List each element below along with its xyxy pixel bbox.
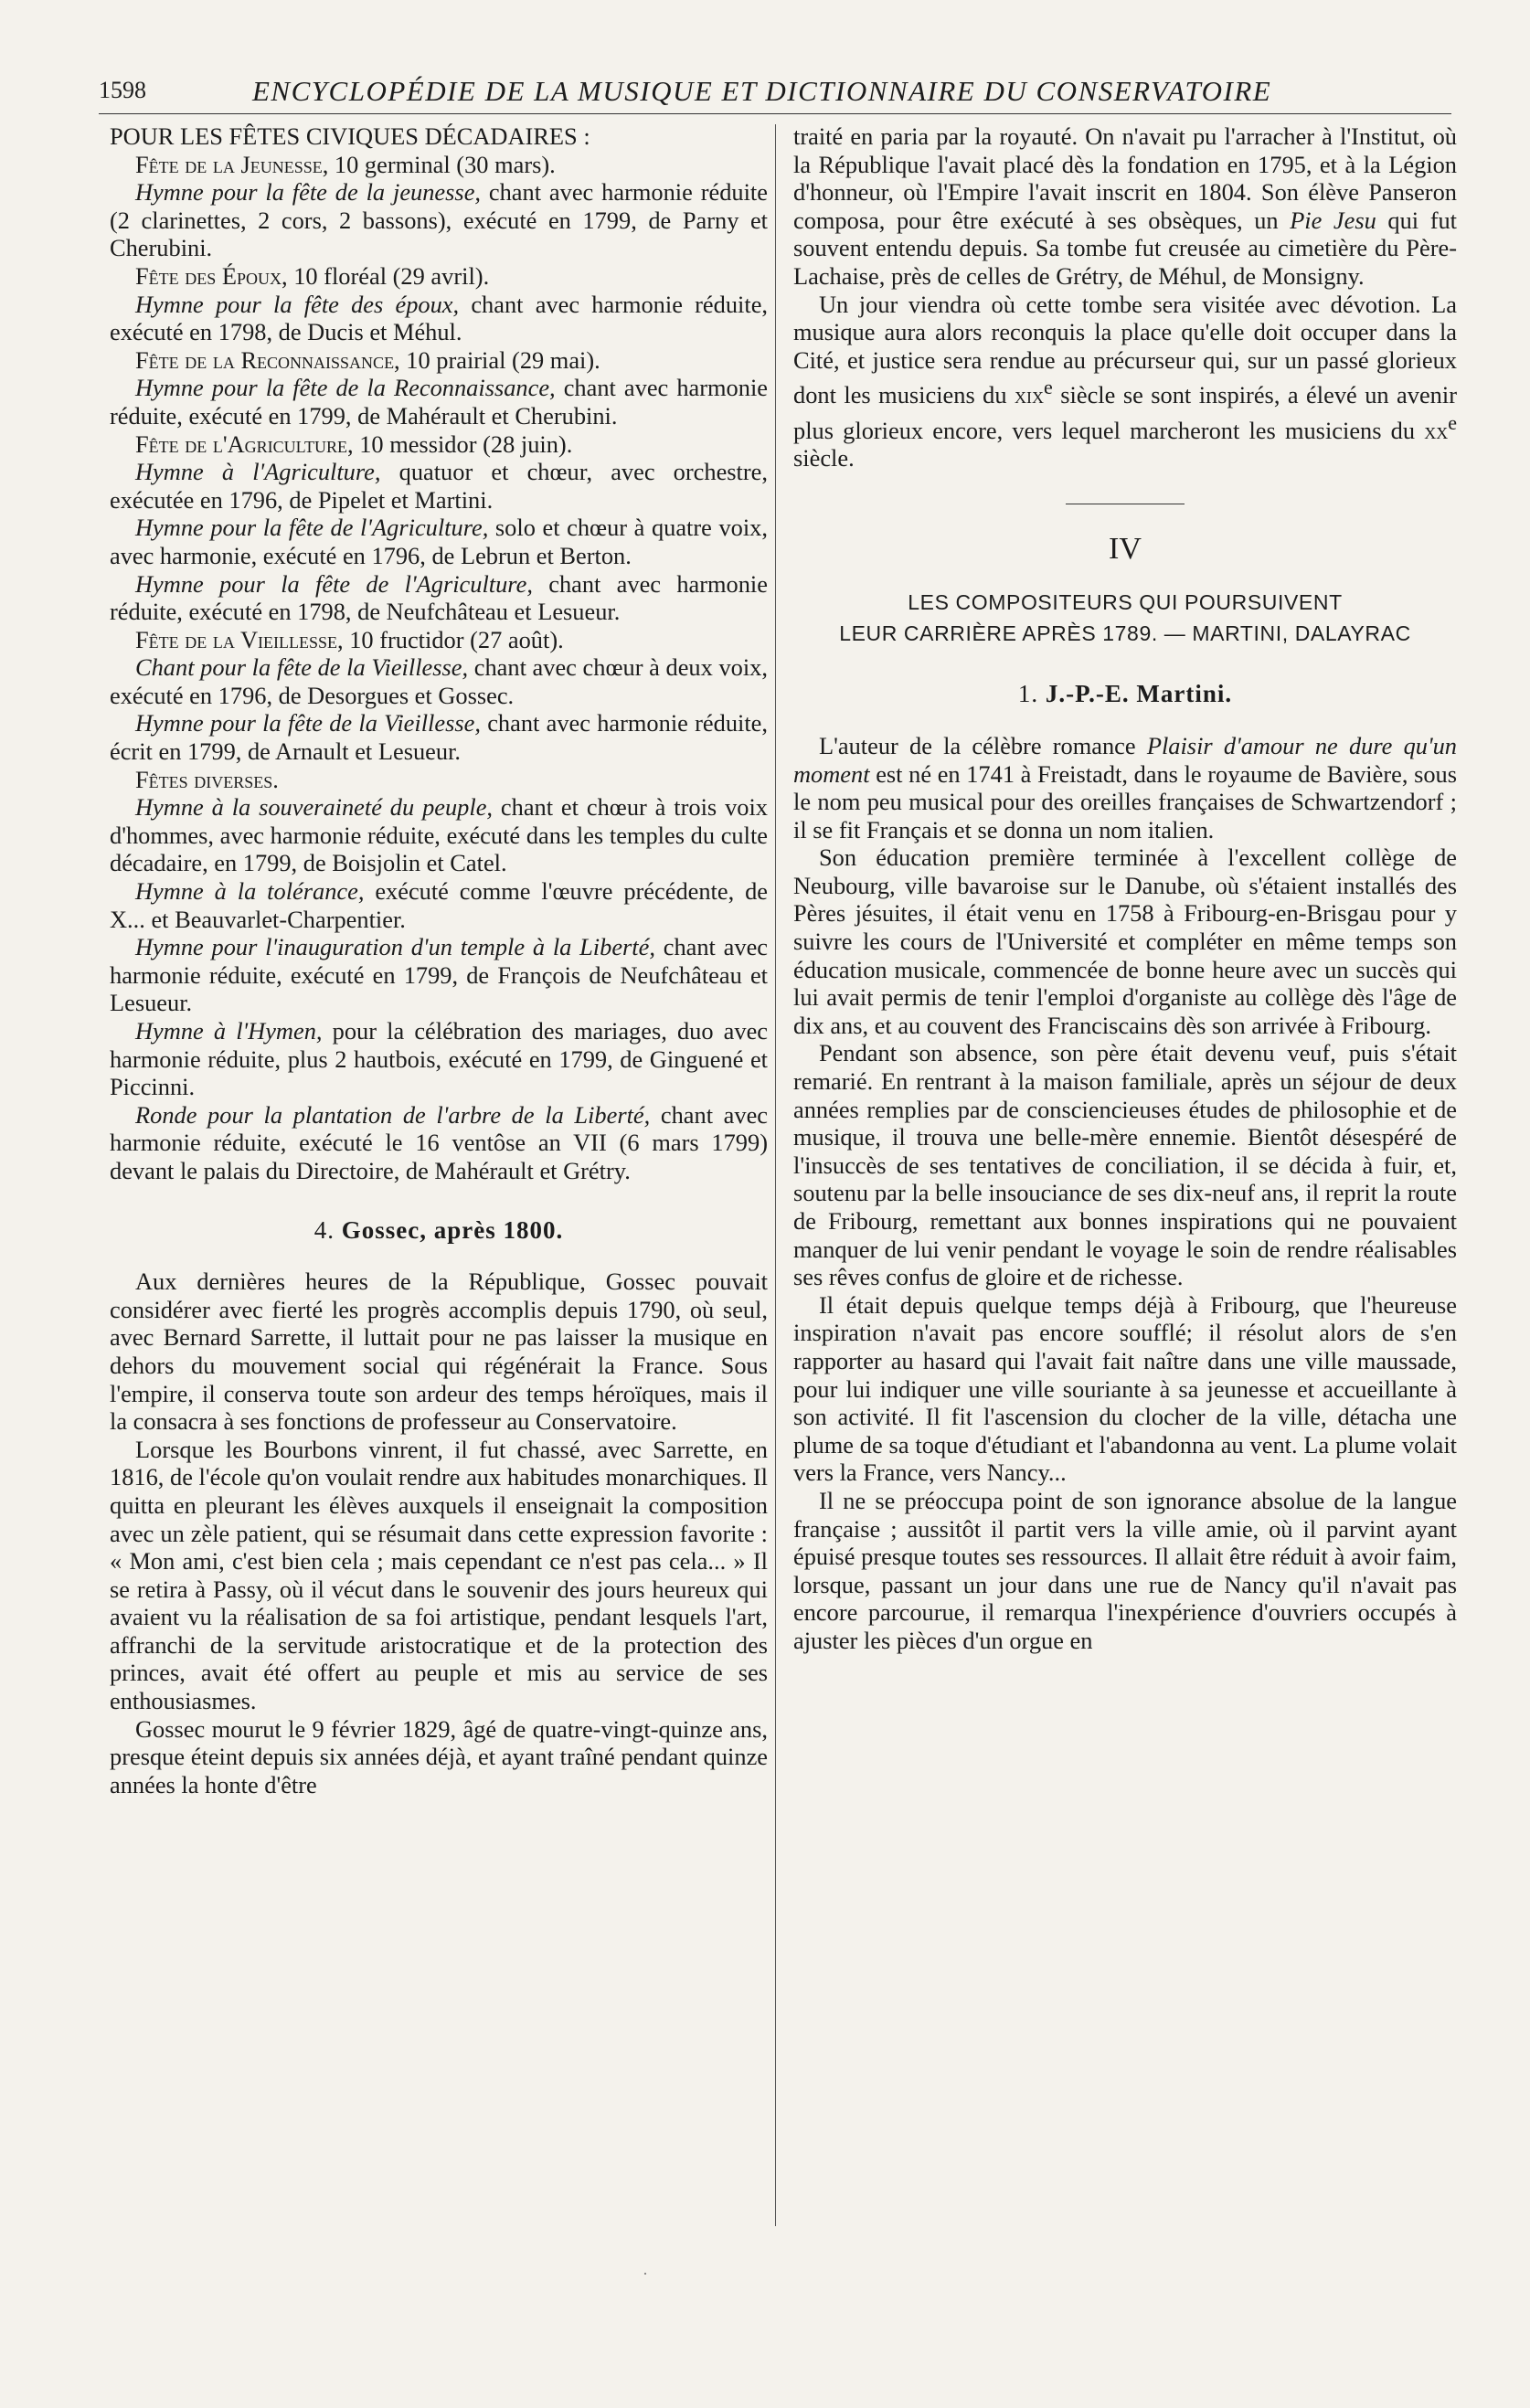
section-heading: 1. J.-P.-E. Martini. [1017, 680, 1233, 708]
hymn-entry: Hymne pour la fête de l'Agriculture, solo et chœur à quatre voix, avec harmonie, exécuté en 1796, de Lebrun et Berton. [110, 514, 768, 569]
hymn-entry: Hymne à la tolérance, exécuté comme l'œuvre précédente, de X... et Beauvarlet-Charpentier. [110, 877, 768, 933]
chapter-number: IV [1109, 531, 1142, 566]
fete-heading: Fêtes diverses. [135, 765, 279, 793]
body-paragraph: Il était depuis quelque temps déjà à Fribourg, que l'heureuse inspiration n'avait pas encore soufflé; il résolut alors de s'en rapporter au hasard qui l'avait fait naître dans une ville maussade, pour lui indiquer une ville souriante à sa jeunesse et accueillante à son activité. Il fit l'ascension du clocher de la ville, détacha une plume de sa toque d'étudiant et l'abandonna au vent. La plume volait vers la France, vers Nancy... [793, 1290, 1457, 1487]
section-heading: 4. Gossec, après 1800. [313, 1215, 564, 1244]
body-paragraph: L'auteur de la célèbre romance Plaisir d'amour ne dure qu'un moment est né en 1741 à Freistadt, dans le royaume de Bavière, sous le nom peu musical pour des oreilles françaises de Schwartzendorf ; il se fit Français et se donna un nom italien. [793, 731, 1457, 843]
section-intro: POUR LES FÊTES CIVIQUES DÉCADAIRES : [110, 122, 590, 150]
body-paragraph: Aux dernières heures de la République, Gossec pouvait considérer avec fierté les progrès accomplis depuis 1790, où seul, avec Bernard Sarrette, il luttait pour ne pas laisser la musique en dehors du mouvement social qui régénérait la France. Sous l'empire, il conserva toute son ardeur des temps héroïques, mais il la consacra à ses fonctions de professeur au Conservatoire. [110, 1268, 768, 1436]
hymn-entry: Hymne à l'Agriculture, quatuor et chœur, avec orchestre, exécutée en 1796, de Pipelet et Martini. [110, 458, 768, 514]
column-divider [775, 124, 776, 2226]
hymn-entry: Hymne pour la fête de la Vieillesse, chant avec harmonie réduite, écrit en 1799, de Arnault et Lesueur. [110, 709, 768, 766]
fete-heading: Fête de l'Agriculture, 10 messidor (28 juin). [135, 430, 573, 458]
hymn-entry: Hymne pour la fête des époux, chant avec harmonie réduite, exécuté en 1798, de Ducis et Méhul. [110, 290, 768, 346]
hymn-entry: Hymne pour la fête de la jeunesse, chant avec harmonie réduite (2 clarinettes, 2 cors, 2 bassons), exécuté en 1799, de Parny et Cherubini. [110, 178, 768, 262]
body-paragraph: Un jour viendra où cette tombe sera visitée avec dévotion. La musique aura alors reconquis la place qu'elle doit occuper dans la Cité, et justice sera rendue au précurseur qui, sur un passé glorieux dont les musiciens du xix$^e$ siècle se sont inspirés, a élevé un avenir plus glorieux encore, vers lequel marcheront les musiciens du $xx^e$ siècle. [793, 290, 1457, 472]
body-paragraph: Son éducation première terminée à l'excellent collège de Neubourg, ville bavaroise sur le Danube, où s'étaient installés des Pères jésuites, il était venu en 1758 à Fribourg-en-Brisgau pour y suivre les cours de l'Université et compléter en même temps son éducation musicale, commencée de bonne heure avec un succès qui lui avait permis de tenir l'emploi d'organiste au collège dès l'âge de dix ans, et au couvent des Franciscains dès son arrivée à Fribourg. [793, 843, 1457, 1039]
running-title: ENCYCLOPÉDIE DE LA MUSIQUE ET DICTIONNAIRE DU CONSERVATOIRE [252, 75, 1272, 107]
hymn-entry: Ronde pour la plantation de l'arbre de la Liberté, chant avec harmonie réduite, exécuté le 16 ventôse an VII (6 mars 1799) devant le palais du Directoire, de Mahérault et Grétry. [110, 1100, 768, 1184]
body-paragraph: Gossec mourut le 9 février 1829, âgé de quatre-vingt-quinze ans, presque éteint depuis six années déjà, et ayant traîné pendant quinze années la honte d'être [110, 1714, 768, 1798]
page-header [99, 77, 1451, 114]
body-paragraph: Pendant son absence, son père était devenu veuf, puis s'était remarié. En rentrant à la maison familiale, après un séjour de deux années remplies par de consciencieuses études de philosophie et de musique, il trouva une belle-mère ennemie. Bientôt désespéré de l'insuccès de ses tentatives de conciliation, il se décida à fuir, et, soutenu par la belle insouciance de ses dix-neuf ans, il reprit la route de Fribourg, remettant aux bonnes inspirations qui ne pouvaient manquer de lui venir pendant le voyage le soin de rendre réalisables ses rêves confus de gloire et de richesse. [793, 1039, 1457, 1291]
fete-heading: Fête de la Reconnaissance, 10 prairial (29 mai). [135, 345, 600, 374]
hymn-entry: Hymne pour la fête de la Reconnaissance, chant avec harmonie réduite, exécuté en 1799, de Mahérault et Cherubini. [110, 374, 768, 430]
hymn-entry: Hymne pour la fête de l'Agriculture, chant avec harmonie réduite, exécuté en 1798, de Neufchâteau et Lesueur. [110, 569, 768, 626]
chapter-title: LES COMPOSITEURS QUI POURSUIVENT LEUR CARRIÈRE APRÈS 1789. — MARTINI, DALAYRAC [839, 590, 1411, 646]
hymn-entry: Hymne pour l'inauguration d'un temple à la Liberté, chant avec harmonie réduite, exécuté en 1799, de François de Neufchâteau et Lesueur. [110, 933, 769, 1017]
page-number: 1598 [99, 77, 146, 103]
body-paragraph: traité en paria par la royauté. On n'avait pu l'arracher à l'Institut, où la République l'avait placé dès la fondation en 1795, et à la Légion d'honneur, où l'Empire l'avait inscrit en 1804. Son élève Panseron composa, pour être exécuté à ses obsèques, un Pie Jesu qui fut souvent entendu depuis. Sa tombe fut creusée au cimetière du Père-Lachaise, près de celles de Grétry, de Méhul, de Monsigny. [793, 122, 1458, 290]
body-paragraph: Lorsque les Bourbons vinrent, il fut chassé, avec Sarrette, en 1816, de l'école qu'on voulait rendre aux habitudes monarchiques. Il quitta en pleurant les élèves auxquels il enseignait la composition avec un zèle patient, qui se résumait dans cette expression favorite : « Mon ami, c'est bien cela ; mais cependant ce n'est pas cela... » Il se retira à Passy, où il vécut dans le souvenir des jours heureux qui avaient vu la réalisation de sa foi artistique, pendant lesquels l'art, affranchi de la servitude aristocratique et de la protection des princes, avait été offert au peuple et mis au service de ses enthousiasmes. [110, 1435, 768, 1715]
hymn-entry: Chant pour la fête de la Vieillesse, chant avec chœur à deux voix, exécuté en 1796, de Desorgues et Gossec. [110, 653, 768, 709]
body-paragraph: Il ne se préoccupa point de son ignorance absolue de la langue française ; aussitôt il partit vers la ville amie, où il parvint ayant épuisé presque toutes ses ressources. Il allait être réduit à avoir faim, lorsque, passant un jour dans une rue de Nancy qu'il n'avait pas encore parcourue, il remarqua l'inexpérience d'ouvriers occupés à ajuster les pièces d'un orgue en [793, 1486, 1457, 1654]
fete-heading: Fête de la Jeunesse, 10 germinal (30 mars). [135, 150, 556, 178]
fete-heading: Fête des Époux, 10 floréal (29 avril). [135, 261, 490, 290]
right-column [793, 122, 1457, 1655]
footer-mark: · [643, 2265, 648, 2283]
hymn-entry: Hymne à la souveraineté du peuple, chant et chœur à trois voix d'hommes, avec harmonie réduite, exécuté dans les temples du culte décadaire, en 1799, de Boisjolin et Catel. [110, 793, 768, 877]
hymn-entry: Hymne à l'Hymen, pour la célébration des mariages, duo avec harmonie réduite, plus 2 hautbois, exécuté en 1799, de Ginguené et Piccinni. [110, 1017, 769, 1101]
fete-heading: Fête de la Vieillesse, 10 fructidor (27 août). [135, 625, 564, 653]
left-column [110, 122, 768, 1798]
